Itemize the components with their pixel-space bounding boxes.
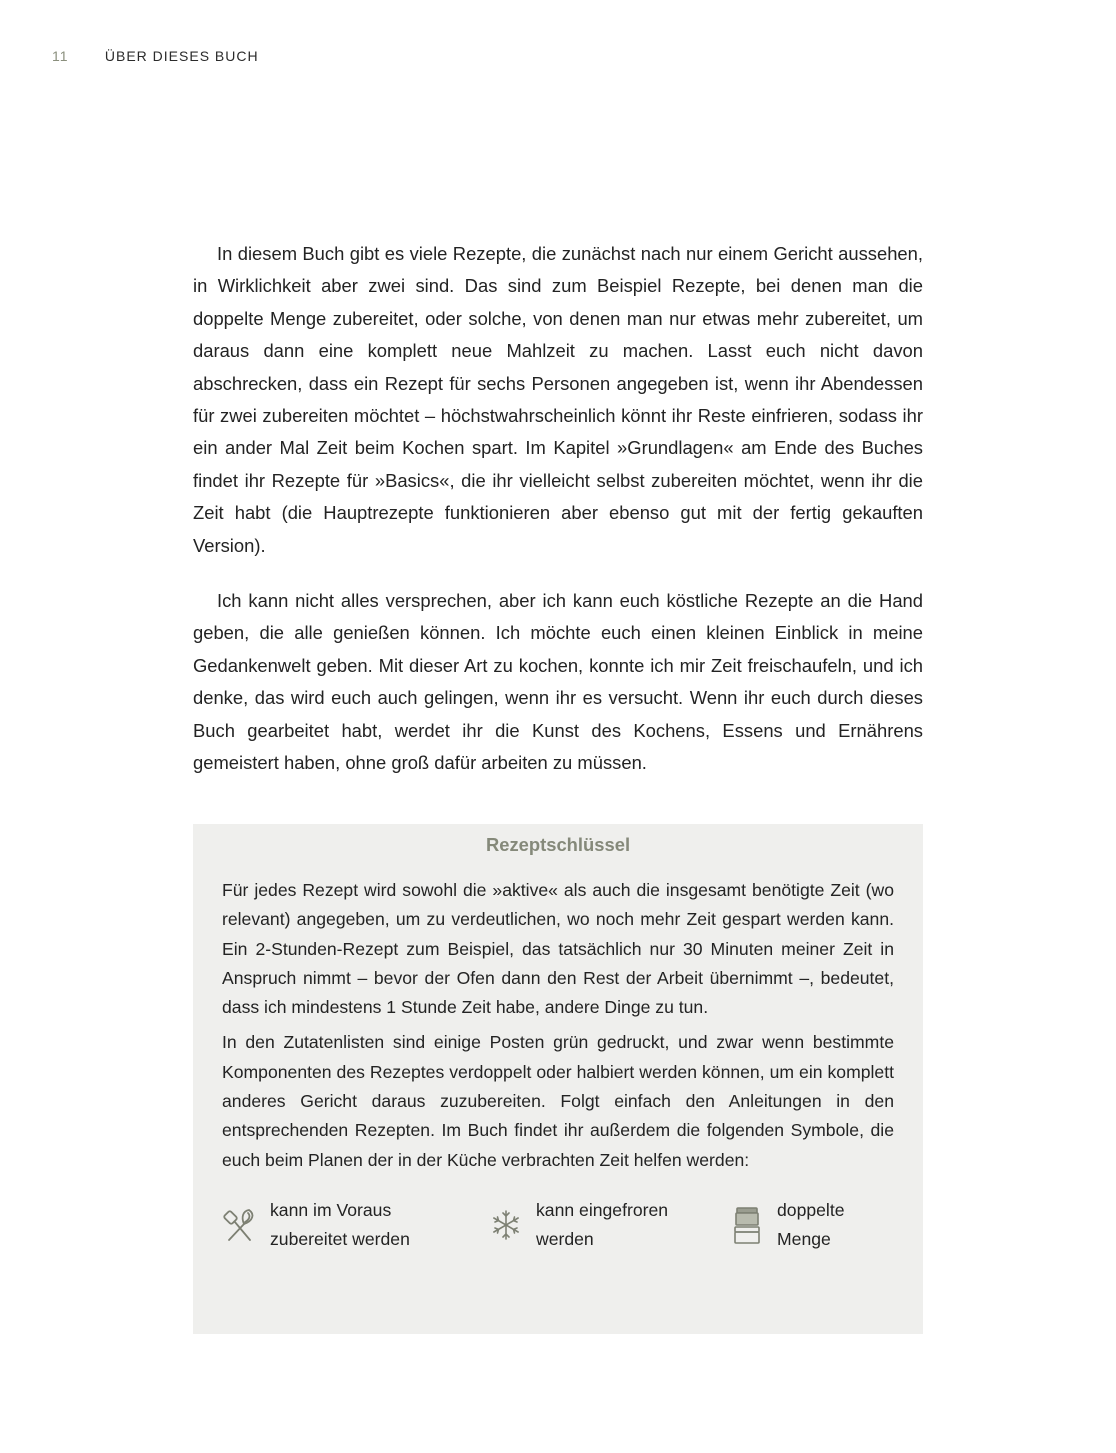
body-paragraph-2: Ich kann nicht alles versprechen, aber ich kann euch köstliche Rezepte an die Hand geben, die alle genießen können. Ich möchte euch einen kleinen Einblick in meine Gedankenwelt geben. Mit dieser Art zu kochen, konnte ich mir Zeit freischaufeln, und ich denke, das wird euch auch gelingen, wenn ihr es versucht. Wenn ihr euch durch dieses Buch gearbeitet habt, werdet ihr die Kunst des Kochens, Essens und Ernährens gemeistert haben, ohne groß dafür arbeiten zu müssen. bbox=[193, 590, 923, 774]
stacked-containers-icon bbox=[729, 1205, 765, 1245]
symbol-freezable bbox=[488, 1196, 729, 1255]
section-title: ÜBER DIESES BUCH bbox=[104, 48, 259, 64]
symbol-make-ahead-label: kann im Voraus zubereitet werden bbox=[270, 1199, 410, 1250]
body-paragraph-1: In diesem Buch gibt es viele Rezepte, die zunächst nach nur einem Gericht aussehen, in Wirklichkeit aber zwei sind. Das sind zum Beispiel Rezepte, bei denen man die doppelte Menge zubereitet, oder solche, von denen man nur etwas mehr zubereitet, um daraus dann eine komplett neue Mahlzeit zu machen. Lasst euch nicht davon abschrecken, dass ein Rezept für sechs Personen angegeben ist, wenn ihr Abendessen für zwei zubereiten möchtet – höchstwahrscheinlich könnt ihr Reste einfrieren, sodass ihr ein ander Mal Zeit beim Kochen spart. Im Kapitel »Grundlagen« am Ende des Buches findet ihr Rezepte für »Basics«, die ihr vielleicht selbst zubereiten möchtet, wenn ihr die Zeit habt (die Hauptrezepte funktionieren aber ebenso gut mit der fertig gekauften Version). bbox=[193, 243, 923, 556]
body-text bbox=[193, 238, 923, 803]
symbol-double-batch bbox=[729, 1196, 879, 1255]
running-head bbox=[52, 48, 259, 64]
symbol-make-ahead bbox=[222, 1196, 488, 1255]
snowflake-icon bbox=[488, 1205, 524, 1245]
whisk-spatula-icon bbox=[222, 1205, 258, 1245]
symbol-freezable-label: kann eingefroren werden bbox=[536, 1199, 669, 1250]
recipe-key-paragraph-1: Für jedes Rezept wird sowohl die »aktive« als auch die insgesamt benötigte Zeit (wo relevant) angegeben, um zu verdeutlichen, wo noch mehr Zeit gespart werden kann. Ein 2-Stunden-Rezept zum Beispiel, das tatsächlich nur 30 Minuten meiner Zeit in Anspruch nimmt – bevor der Ofen dann den Rest der Arbeit übernimmt –, bedeutet, dass ich mindestens 1 Stunde Zeit habe, andere Dinge zu tun. bbox=[222, 880, 894, 1018]
page-number: 11 bbox=[52, 48, 69, 64]
recipe-key-box bbox=[193, 824, 923, 1334]
symbol-double-batch-label: doppelte Menge bbox=[777, 1199, 845, 1250]
recipe-key-paragraph-2: In den Zutatenlisten sind einige Posten grün gedruckt, und zwar wenn bestimmte Komponenten des Rezeptes verdoppelt oder halbiert werden können, um ein komplett anderes Gericht daraus zuzubereiten. Folgt einfach den Anleitungen in den entsprechenden Rezepten. Im Buch findet ihr außerdem die folgenden Symbole, die euch beim Planen der in der Küche verbrachten Zeit helfen werden: bbox=[222, 1032, 894, 1170]
symbol-legend bbox=[222, 1196, 894, 1255]
recipe-key-title: Rezeptschlüssel bbox=[485, 834, 631, 855]
